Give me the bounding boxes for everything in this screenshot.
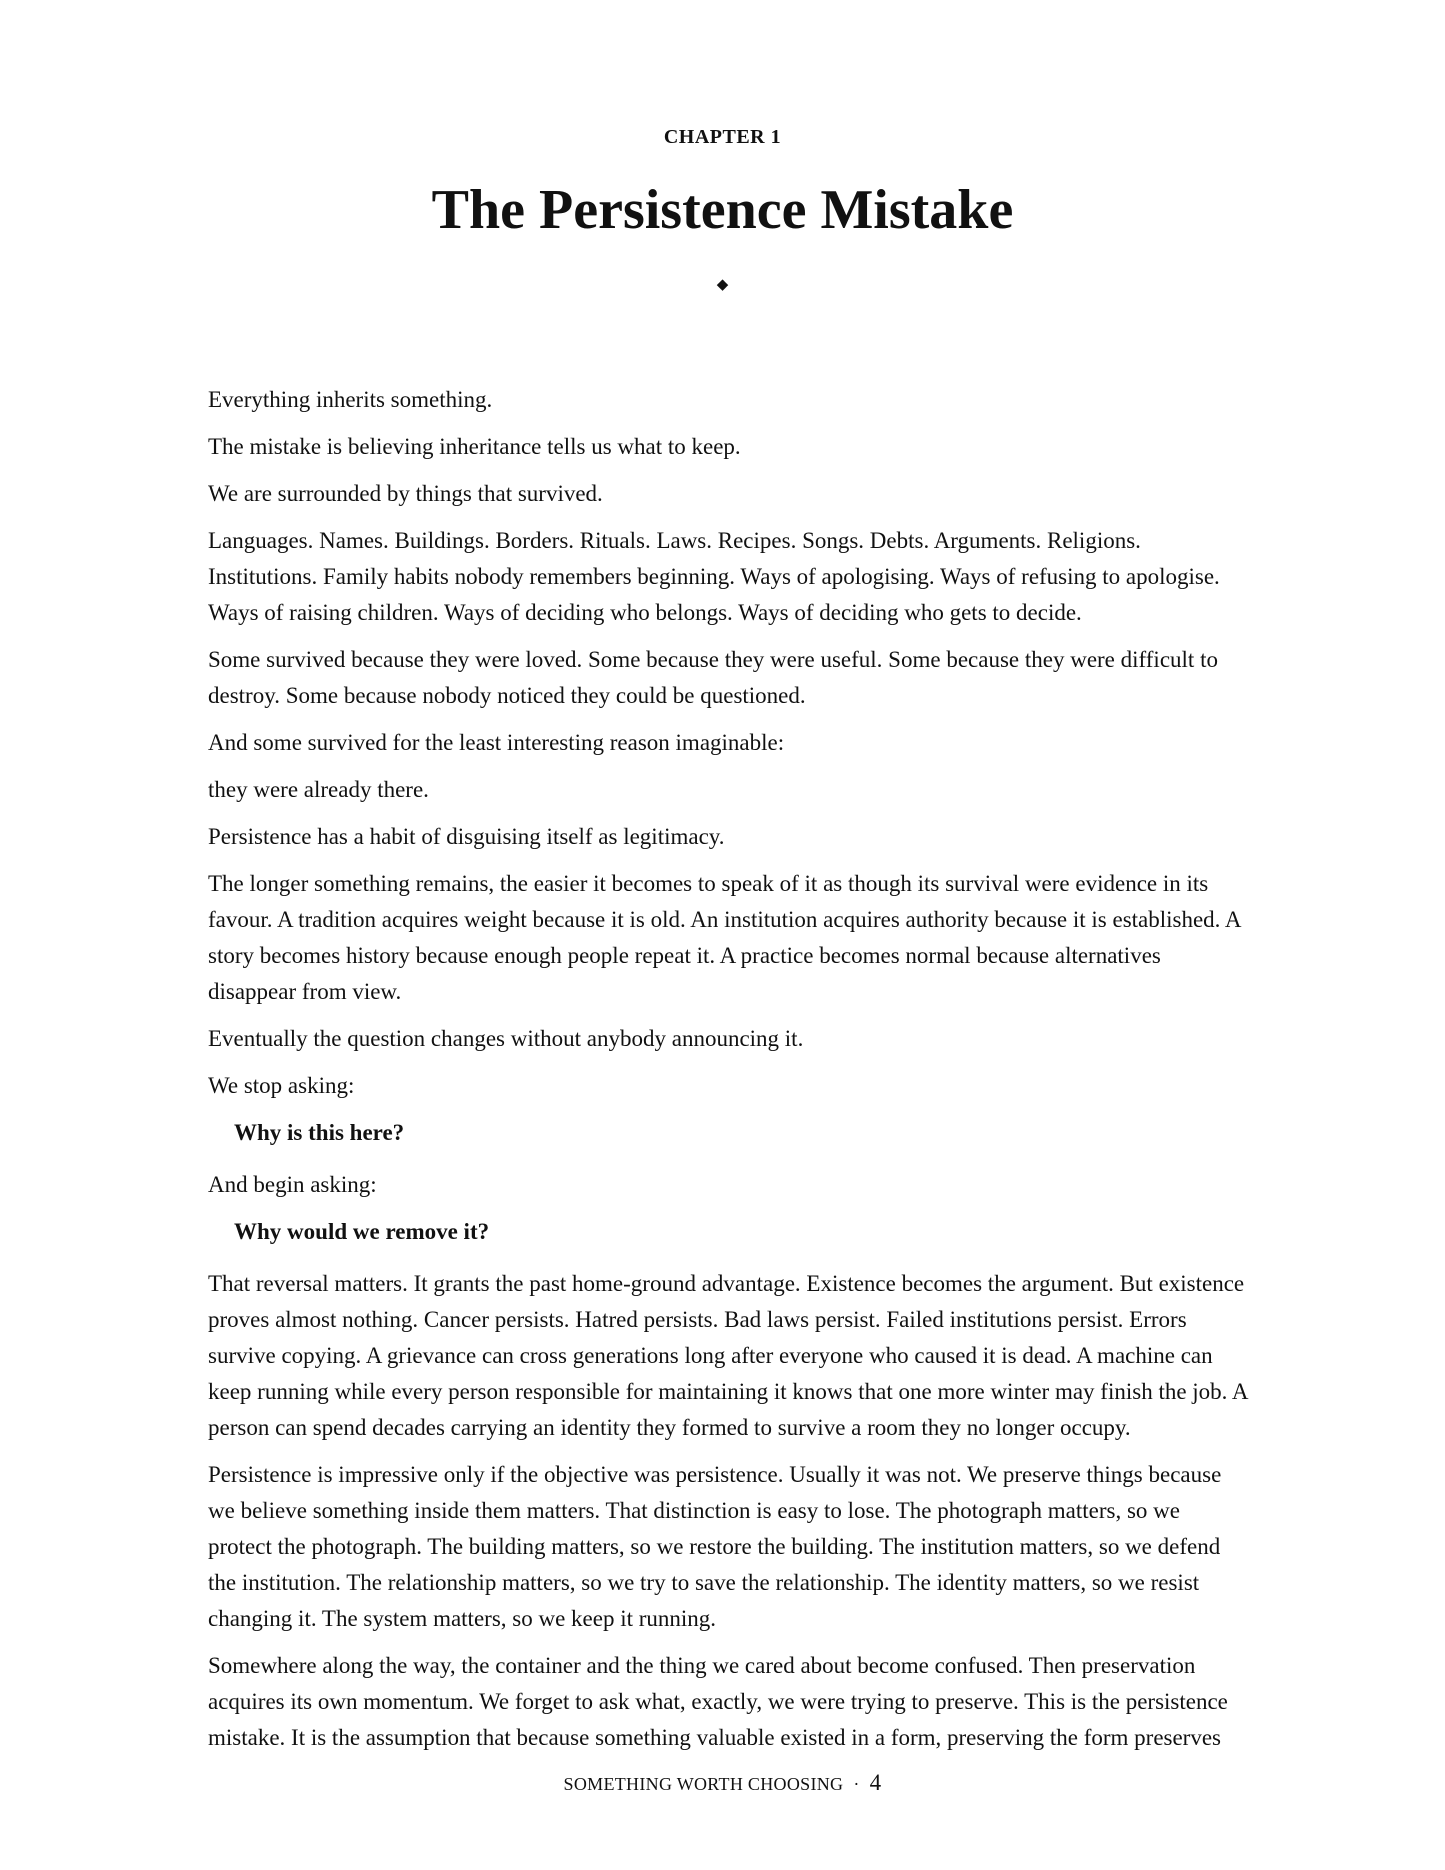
chapter-body <box>208 382 1248 1767</box>
paragraph: The mistake is believing inheritance tells us what to keep. <box>208 434 741 459</box>
paragraph: Persistence has a habit of disguising itself as legitimacy. <box>208 824 725 849</box>
paragraph: Persistence is impressive only if the objective was persistence. Usually it was not. We preserve things because we believe something inside them matters. That distinction is easy to lose. The photograph matters, so we protect the photograph. The building matters, so we restore the building. The institution matters, so we defend the institution. The relationship matters, so we try to save the relationship. The identity matters, so we resist changing it. The system matters, so we keep it running. <box>208 1462 1222 1631</box>
chapter-label: CHAPTER 1 <box>663 126 782 148</box>
paragraph: We stop asking: <box>208 1073 355 1098</box>
paragraph: We are surrounded by things that survived. <box>208 481 603 506</box>
paragraph: Some survived because they were loved. Some because they were useful. Some because they were difficult to destroy. Some because nobody noticed they could be questioned. <box>208 647 1218 708</box>
emphasized-question: Why would we remove it? <box>234 1219 490 1244</box>
emphasized-question: Why is this here? <box>234 1120 405 1145</box>
page-footer <box>0 1770 1445 1796</box>
paragraph: Everything inherits something. <box>208 387 493 412</box>
paragraph: Languages. Names. Buildings. Borders. Rituals. Laws. Recipes. Songs. Debts. Arguments. Religions. Institutions. Family habits nobody remembers beginning. Ways of apologising. Ways of refusing to apologise. Ways of raising children. Ways of deciding who belongs. Ways of deciding who gets to decide. <box>208 528 1220 625</box>
footer-separator: · <box>853 1774 860 1794</box>
paragraph: And some survived for the least interesting reason imaginable: <box>208 730 785 755</box>
paragraph: they were already there. <box>208 777 429 802</box>
paragraph: That reversal matters. It grants the past home-ground advantage. Existence becomes the argument. But existence proves almost nothing. Cancer persists. Hatred persists. Bad laws persist. Failed institutions persist. Errors survive copying. A grievance can cross generations long after everyone who caused it is dead. A machine can keep running while every person responsible for maintaining it knows that one more winter may finish the job. A person can spend decades carrying an identity they formed to survive a room they no longer occupy. <box>208 1271 1248 1440</box>
paragraph: The longer something remains, the easier it becomes to speak of it as though its survival were evidence in its favour. A tradition acquires weight because it is old. An institution acquires authority because it is established. A story becomes history because enough people repeat it. A practice becomes normal because alternatives disappear from view. <box>208 871 1241 1004</box>
chapter-title: The Persistence Mistake <box>431 179 1014 241</box>
diamond-ornament-icon: ◆ <box>716 277 729 293</box>
paragraph: Eventually the question changes without anybody announcing it. <box>208 1026 804 1051</box>
paragraph: And begin asking: <box>208 1172 377 1197</box>
page-number: 4 <box>869 1770 882 1795</box>
running-book-title: SOMETHING WORTH CHOOSING <box>563 1774 844 1794</box>
paragraph: Somewhere along the way, the container and the thing we cared about become confused. Then preservation acquires its own momentum. We forget to ask what, exactly, we were trying to preserve. This is the persistence mistake. It is the assumption that because something valuable existed in a form, preserving the form preserves <box>208 1653 1228 1750</box>
